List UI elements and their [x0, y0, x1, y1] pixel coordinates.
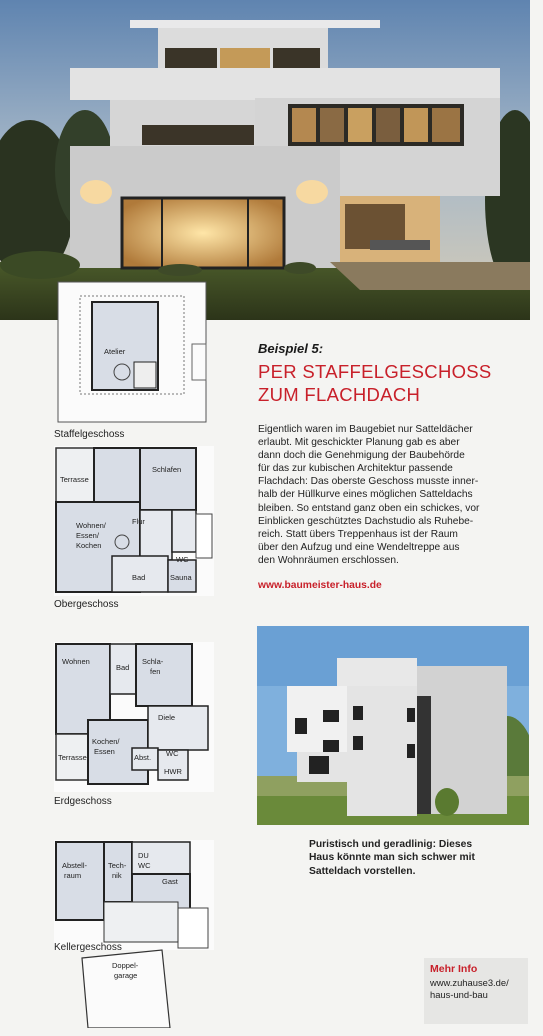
erdgeschoss-plan	[52, 640, 218, 796]
body-line: für das zur kubischen Architektur passende	[258, 463, 453, 475]
room-wc: WC	[176, 555, 189, 564]
caption-staffelgeschoss: Staffelgeschoss	[54, 429, 125, 440]
body-line: den Wohnräumen erschlossen.	[258, 554, 399, 566]
room-hwr: HWR	[164, 767, 182, 776]
room-terrasse: Terrasse	[60, 475, 89, 484]
room-atelier: Atelier	[104, 347, 126, 356]
room-schlafen-1: Schla-	[142, 657, 164, 666]
staffelgeschoss-plan	[52, 278, 212, 428]
photo-caption-line: Haus könnte man sich schwer mit	[309, 852, 475, 864]
room-wohnen-2: Essen/	[76, 531, 99, 540]
info-box-title: Mehr Info	[430, 963, 478, 975]
article-headline	[258, 360, 528, 406]
body-line: Einblicken geschütztes Dachstudio als Ruhebe-	[258, 515, 474, 527]
kellergeschoss-plan	[52, 838, 218, 1028]
info-url-line: haus-und-bau	[430, 989, 488, 1000]
room-wc: WC	[166, 749, 179, 758]
room-terrasse: Terrasse	[58, 753, 87, 762]
room-kochen-2: Essen	[94, 747, 115, 756]
caption-obergeschoss: Obergeschoss	[54, 599, 119, 610]
room-abst: Abst.	[134, 753, 152, 762]
room-wohnen-3: Kochen	[76, 541, 102, 550]
house-exterior-photo	[0, 0, 530, 320]
room-technik-2: nik	[112, 871, 122, 880]
body-line: dann doch die Genehmigung der Baubehörde	[258, 450, 465, 462]
caption-kellergeschoss: Kellergeschoss	[54, 942, 122, 953]
room-du: DU	[138, 851, 149, 860]
article-kicker: Beispiel 5:	[258, 341, 324, 356]
photo-caption-line: Puristisch und geradlinig: Dieses	[309, 839, 473, 850]
room-wohnen: Wohnen	[62, 657, 90, 666]
room-abstellraum-2: raum	[64, 871, 82, 880]
room-schlafen: Schlafen	[152, 465, 182, 474]
headline-line-2: ZUM FLACHDACH	[258, 384, 421, 405]
headline-line-1: PER STAFFELGESCHOSS	[258, 361, 492, 382]
body-line: über den Aufzug und eine Wendeltreppe aus	[258, 541, 460, 553]
body-line: Eigentlich waren im Baugebiet nur Satteldächer	[258, 424, 473, 435]
body-line: reich. Statt übers Treppenhaus ist der Raum	[258, 528, 458, 540]
room-sauna: Sauna	[170, 573, 192, 582]
room-schlafen-2: fen	[150, 667, 161, 676]
info-url-line: www.zuhause3.de/	[430, 977, 509, 988]
room-diele: Diele	[158, 713, 176, 722]
body-line: bleiben. So entstand ganz oben ein schickes, vor	[258, 502, 480, 514]
room-technik-1: Tech-	[108, 861, 127, 870]
room-du-wc: WC	[138, 861, 151, 870]
room-abstellraum-1: Abstell-	[62, 861, 88, 870]
room-kochen-1: Kochen/	[92, 737, 120, 746]
body-line: erlaubt. Mit geschickter Planung gab es aber	[258, 437, 460, 449]
house-daylight-photo	[257, 626, 529, 825]
photo-caption-line: Satteldach vorstellen.	[309, 865, 416, 877]
room-flur: Flur	[132, 517, 145, 526]
body-line: Flachdach: Das oberste Geschoss musste inner-	[258, 476, 479, 488]
room-gast: Gast	[162, 877, 178, 886]
info-box-url[interactable]	[430, 977, 525, 1001]
obergeschoss-plan	[52, 444, 218, 600]
baumeister-link[interactable]: www.baumeister-haus.de	[258, 580, 382, 591]
room-bad: Bad	[116, 663, 130, 672]
article-body	[258, 423, 528, 567]
photo-caption	[309, 838, 509, 878]
room-wohnen-1: Wohnen/	[76, 521, 106, 530]
caption-erdgeschoss: Erdgeschoss	[54, 796, 112, 807]
body-line: halb der Hüllkurve eines möglichen Satteldachs	[258, 489, 473, 501]
room-bad: Bad	[132, 573, 146, 582]
room-garage-1: Doppel-	[112, 961, 139, 970]
room-garage-2: garage	[114, 971, 138, 980]
